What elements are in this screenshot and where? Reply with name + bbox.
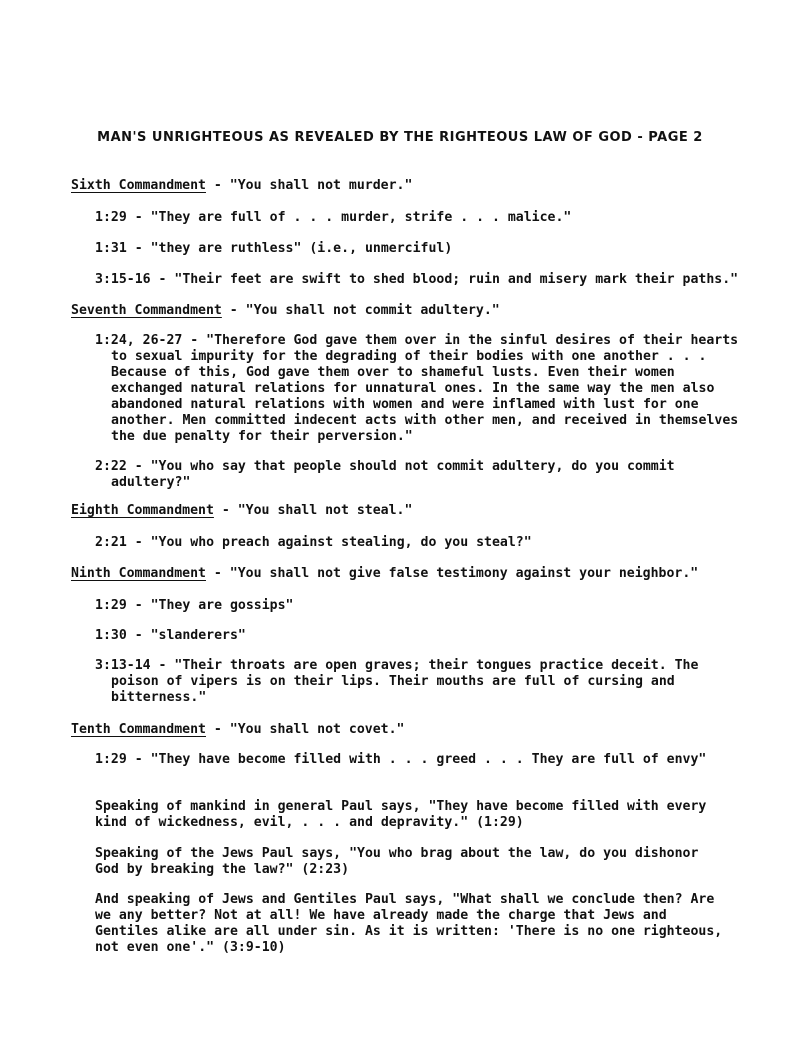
commandment-label: Sixth Commandment	[71, 178, 206, 193]
commandment-quote: - "You shall not give false testimony against your neighbor."	[205, 566, 699, 581]
verse-entry: 3:13-14 - "Their throats are open graves; their tongues practice deceit. The poison of vipers is on their lips. Their mouths are full of cursing and bitterness."	[95, 658, 699, 705]
closing-paragraph: And speaking of Jews and Gentiles Paul says, "What shall we conclude then? Are we any better? Not at all! We have already made the charge that Jews and Gentiles alike are all under sin. As it is written: 'There is no one righteous, not even one'." (3:9-10)	[95, 892, 723, 955]
verse-entry: 2:21 - "You who preach against stealing, do you steal?"	[95, 535, 532, 550]
verse-entry: 1:24, 26-27 - "Therefore God gave them over in the sinful desires of their hearts to sexual impurity for the degrading of their bodies with one another . . . Because of this, God gave them over to shameful lusts. Even their women exchanged natural relations for unnatural ones. In the same way the men also abandoned natural relations with women and were inflamed with lust for one another. Men committed indecent acts with other men, and received in themselves the due penalty for their perversion."	[95, 333, 739, 444]
section-heading-tenth	[71, 722, 404, 738]
verse-entry: 1:29 - "They are full of . . . murder, strife . . . malice."	[95, 210, 572, 225]
commandment-label: Eighth Commandment	[71, 503, 214, 518]
section-heading-eighth	[71, 503, 412, 519]
section-heading-ninth	[71, 566, 698, 582]
commandment-label: Seventh Commandment	[71, 303, 222, 318]
commandment-quote: - "You shall not covet."	[205, 722, 405, 737]
verse-entry: 1:31 - "they are ruthless" (i.e., unmerciful)	[95, 241, 453, 256]
commandment-label: Tenth Commandment	[71, 722, 206, 737]
verse-entry: 1:30 - "slanderers"	[95, 628, 246, 643]
commandment-quote: - "You shall not murder."	[205, 178, 413, 193]
verse-entry: 3:15-16 - "Their feet are swift to shed blood; ruin and misery mark their paths."	[95, 272, 739, 287]
section-heading-seventh	[71, 303, 500, 319]
closing-paragraph: Speaking of the Jews Paul says, "You who brag about the law, do you dishonor God by breaking the law?" (2:23)	[95, 846, 699, 877]
commandment-label: Ninth Commandment	[71, 566, 206, 581]
closing-paragraph: Speaking of mankind in general Paul says, "They have become filled with every kind of wickedness, evil, . . . and depravity." (1:29)	[95, 799, 707, 830]
verse-entry: 2:22 - "You who say that people should not commit adultery, do you commit adultery?"	[95, 459, 675, 490]
page-title: MAN'S UNRIGHTEOUS AS REVEALED BY THE RIGHTEOUS LAW OF GOD - PAGE 2	[97, 130, 703, 145]
commandment-quote: - "You shall not steal."	[213, 503, 413, 518]
verse-entry: 1:29 - "They have become filled with . . . greed . . . They are full of envy"	[95, 752, 707, 767]
commandment-quote: - "You shall not commit adultery."	[221, 303, 500, 318]
section-heading-sixth	[71, 178, 412, 194]
verse-entry: 1:29 - "They are gossips"	[95, 598, 294, 613]
